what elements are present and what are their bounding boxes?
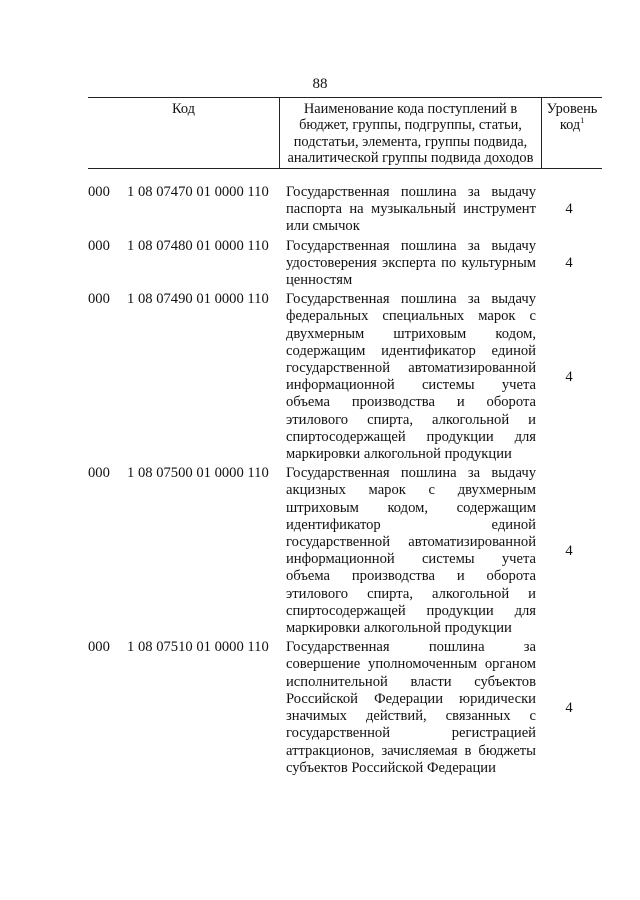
revenue-name: Государственная пошлина за выдачу акцизных марок с двухмерным штриховым кодом, содержащим идентификатор единой государственной автоматизированной информационной системы учета объема производства и оборота этилового спирта, алкогольной и спиртосодержащей продукции для маркировки алкогольной продукции <box>286 465 536 637</box>
table-header <box>88 97 602 169</box>
revenue-name: Государственная пошлина за совершение уполномоченным органом исполнительной власти субъектов Российской Федерации юридически значимых действий, связанных с государственной регистрацией аттракционов, зачисляемая в бюджеты субъектов Российской Федерации <box>286 639 536 776</box>
admin-code: 000 <box>88 237 110 254</box>
header-level-label: Уровень код <box>546 101 598 134</box>
budget-level: 4 <box>565 255 573 272</box>
revenue-name: Государственная пошлина за выдачу удостоверения эксперта по культурным ценностям <box>286 237 536 289</box>
table-row <box>88 465 602 637</box>
header-code: Код <box>88 98 280 168</box>
admin-code: 000 <box>88 639 110 656</box>
revenue-name: Государственная пошлина за выдачу паспорта на музыкальный инструмент или смычок <box>286 184 536 235</box>
revenue-code: 1 08 07490 01 0000 110 <box>127 291 269 308</box>
revenue-code: 1 08 07480 01 0000 110 <box>127 237 269 254</box>
budget-level: 4 <box>565 368 573 385</box>
table-row <box>88 238 602 290</box>
admin-code: 000 <box>88 465 110 482</box>
table-row <box>88 639 602 777</box>
header-level <box>542 98 602 168</box>
page-number: 88 <box>312 76 328 92</box>
budget-level: 4 <box>565 699 573 716</box>
revenue-code: 1 08 07500 01 0000 110 <box>127 465 269 482</box>
budget-level: 4 <box>565 201 573 218</box>
table-row <box>88 184 602 236</box>
header-name: Наименование кода поступлений в бюджет, группы, подгруппы, статьи, подстатьи, элемента, группы подвида, аналитической группы подвида доходов <box>280 98 542 168</box>
admin-code: 000 <box>88 291 110 308</box>
table-row <box>88 291 602 463</box>
table-body <box>88 184 602 779</box>
revenue-code: 1 08 07510 01 0000 110 <box>127 639 269 656</box>
revenue-name: Государственная пошлина за выдачу федеральных специальных марок с двухмерным штриховым кодом, содержащим идентификатор единой государственной автоматизированной информационной системы учета объема производства и оборота этилового спирта, алкогольной и спиртосодержащей продукции для маркировки алкогольной продукции <box>286 291 536 463</box>
header-level-footnote: 1 <box>580 116 585 126</box>
admin-code: 000 <box>88 184 110 200</box>
budget-level: 4 <box>565 542 573 559</box>
revenue-code: 1 08 07470 01 0000 110 <box>127 184 269 200</box>
